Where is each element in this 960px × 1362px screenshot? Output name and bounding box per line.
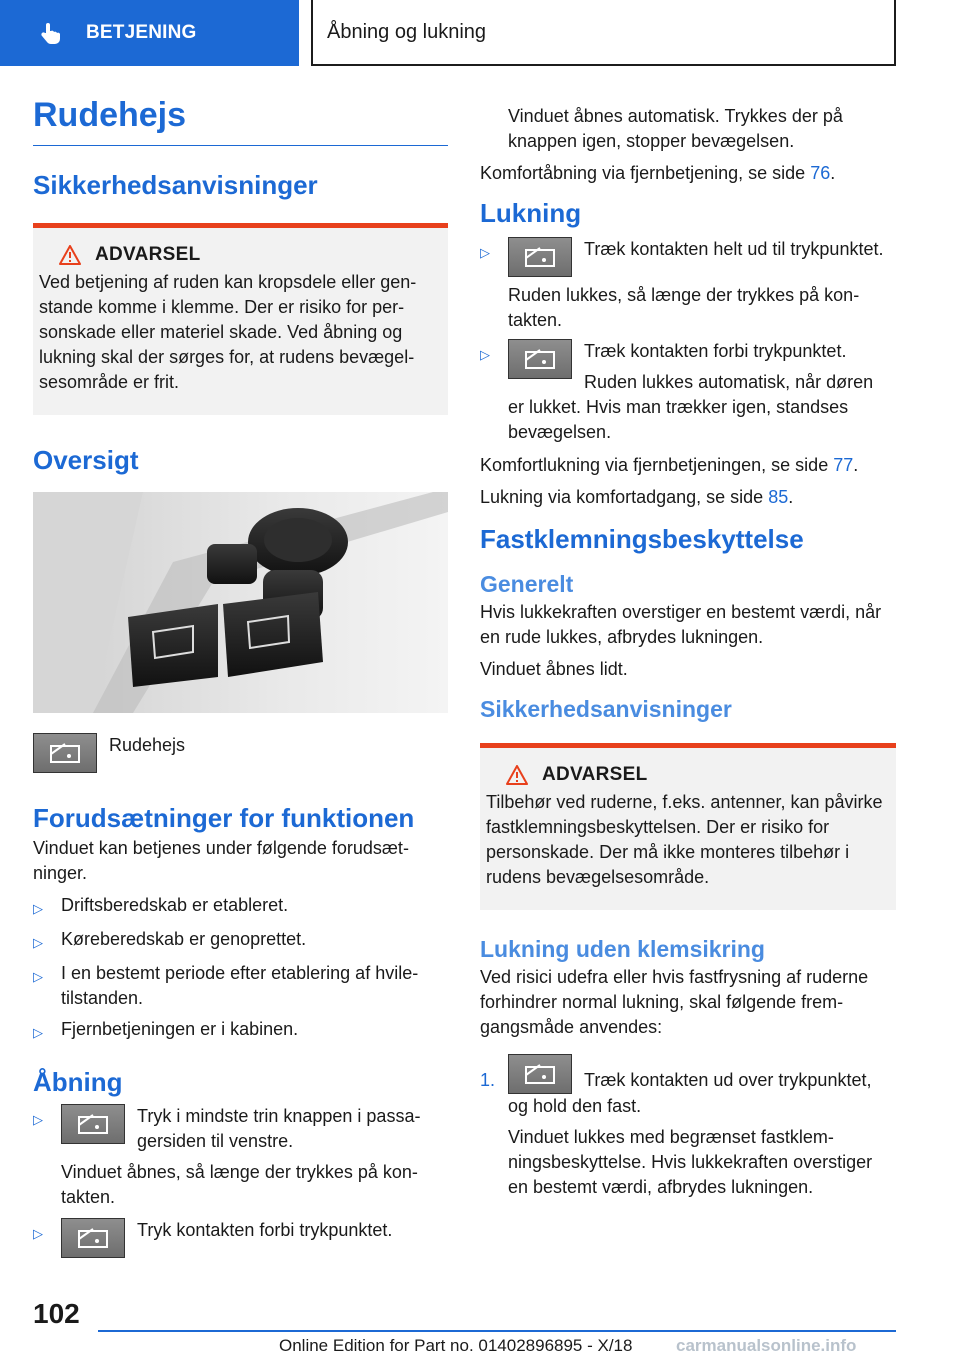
left-column [33,96,448,1266]
step-number: 1. [480,1070,496,1090]
general-text-2: Vinduet åbnes lidt. [480,659,628,679]
bullet-triangle-icon: ▷ [33,1226,43,1241]
pinch-heading: Fastklemningsbeskyttelse [480,524,804,554]
step-1: 1. Træk kontakten ud over trykpunktet, og hold den fast. Vinduet lukkes med begrænset fastklemningsbeskyttelse. Hvis lukkekraften overstiger en bestemt værdi, afbrydes lukningen. [480,1054,896,1200]
comfort-open-ref: Komfortåbning via fjernbetjening, se side 76. [480,163,836,183]
bullet-triangle-icon: ▷ [480,347,490,362]
section-tab [0,0,299,66]
window-lift-icon [61,1218,125,1258]
watermark: carmanualsonline.info [676,1336,857,1355]
window-lift-icon [61,1104,125,1144]
warning-label: ADVARSEL [95,244,201,265]
closing-heading: Lukning [480,198,582,228]
noclamp-text: Ved risici udefra eller hvis fastfrysning af ruderne forhindrer normal lukning, skal følgende fremgangsmåde anvendes: [480,967,869,1037]
warning-box [480,743,896,910]
opening-continued: Vinduet åbnes automatisk. Trykkes der på knappen igen, stopper bevægelsen. [508,106,843,151]
warning-text: Ved betjening af ruden kan kropsdele eller genstande komme i klemme. Der er risiko for personskade eller materiel skade. Ved åbning og lukning skal der sørges for, at rudens bevægelsesområde er frit. [39,272,417,392]
opening-heading: Åbning [33,1067,123,1097]
breadcrumb-label: Åbning og lukning [327,20,487,43]
overview-heading: Oversigt [33,445,139,475]
window-lift-icon [508,339,572,379]
comfort-access-ref: Lukning via komfortadgang, se side 85. [480,487,794,507]
bullet-triangle-icon: ▷ [33,1112,43,1127]
page-link[interactable]: 85 [768,487,789,507]
bullet-triangle-icon: ▷ [33,969,43,984]
window-lift-icon [508,1054,572,1094]
overview-caption: Rudehejs [109,735,186,755]
warning-icon [59,245,81,265]
warning-box [33,223,448,415]
window-switch-photo [33,492,448,713]
right-column [480,104,896,1200]
bullet-triangle-icon: ▷ [33,901,43,916]
page-header [0,0,960,66]
list-item: ▷ Tryk i mindste trin knappen i passagersiden til venstre. Vinduet åbnes, så længe der trykkes på kontakten. [33,1104,448,1210]
general-heading: Generelt [480,571,574,597]
warning-label: ADVARSEL [542,764,648,785]
page-title: Rudehejs [33,96,448,146]
opening-list [33,1104,448,1258]
safety2-heading: Sikkerhedsanvisninger [480,696,732,722]
window-lift-icon [33,733,97,773]
breadcrumb [311,0,896,66]
list-item: ▷ I en bestemt periode efter etablering af hviletilstanden. [33,961,448,1011]
list-item: ▷ Driftsberedskab er etableret. [33,893,448,921]
page-link[interactable]: 77 [833,455,854,475]
list-item: ▷ Køreberedskab er genoprettet. [33,927,448,955]
page-link[interactable]: 76 [810,163,831,183]
bullet-triangle-icon: ▷ [480,245,490,260]
hand-pointer-icon [38,20,64,46]
list-item: ▷ Fjernbetjeningen er i kabinen. [33,1017,448,1045]
comfort-close-ref: Komfortlukning via fjernbetjeningen, se side 77. [480,455,859,475]
list-item: ▷ Træk kontakten helt ud til trykpunktet. Ruden lukkes, så længe der trykkes på kontakten. [480,237,896,333]
page-number: 102 [33,1298,80,1329]
edition-text: Online Edition for Part no. 01402896895 - X/18 [279,1336,633,1355]
overview-caption-row [33,733,448,773]
closing-list [480,237,896,445]
footer-divider [98,1330,896,1332]
general-text: Hvis lukkekraften overstiger en bestemt værdi, når en rude lukkes, afbrydes lukningen. [480,602,882,647]
window-lift-icon [508,237,572,277]
prereq-heading: Forudsætninger for funktionen [33,803,415,833]
prereq-intro: Vinduet kan betjenes under følgende forudsætninger. [33,838,409,883]
list-item: ▷ Tryk kontakten forbi trykpunktet. [33,1218,448,1258]
safety-heading: Sikkerhedsanvisninger [33,170,318,200]
bullet-triangle-icon: ▷ [33,935,43,950]
bullet-triangle-icon: ▷ [33,1025,43,1040]
prereq-list [33,893,448,1045]
section-title: BETJENING [86,22,197,43]
list-item: ▷ Træk kontakten forbi trykpunktet. Ruden lukkes automatisk, når døren er lukket. Hvis man trækker igen, standses bevægelsen. [480,339,896,445]
warning-text: Tilbehør ved ruderne, f.eks. antenner, kan påvirke fastklemningsbeskyttelsen. Der er risiko for personskade. Der må ikke monteres tilbehør i rudens bevægelsesområde. [486,792,883,887]
warning-icon [506,765,528,785]
noclamp-heading: Lukning uden klemsikring [480,936,765,962]
